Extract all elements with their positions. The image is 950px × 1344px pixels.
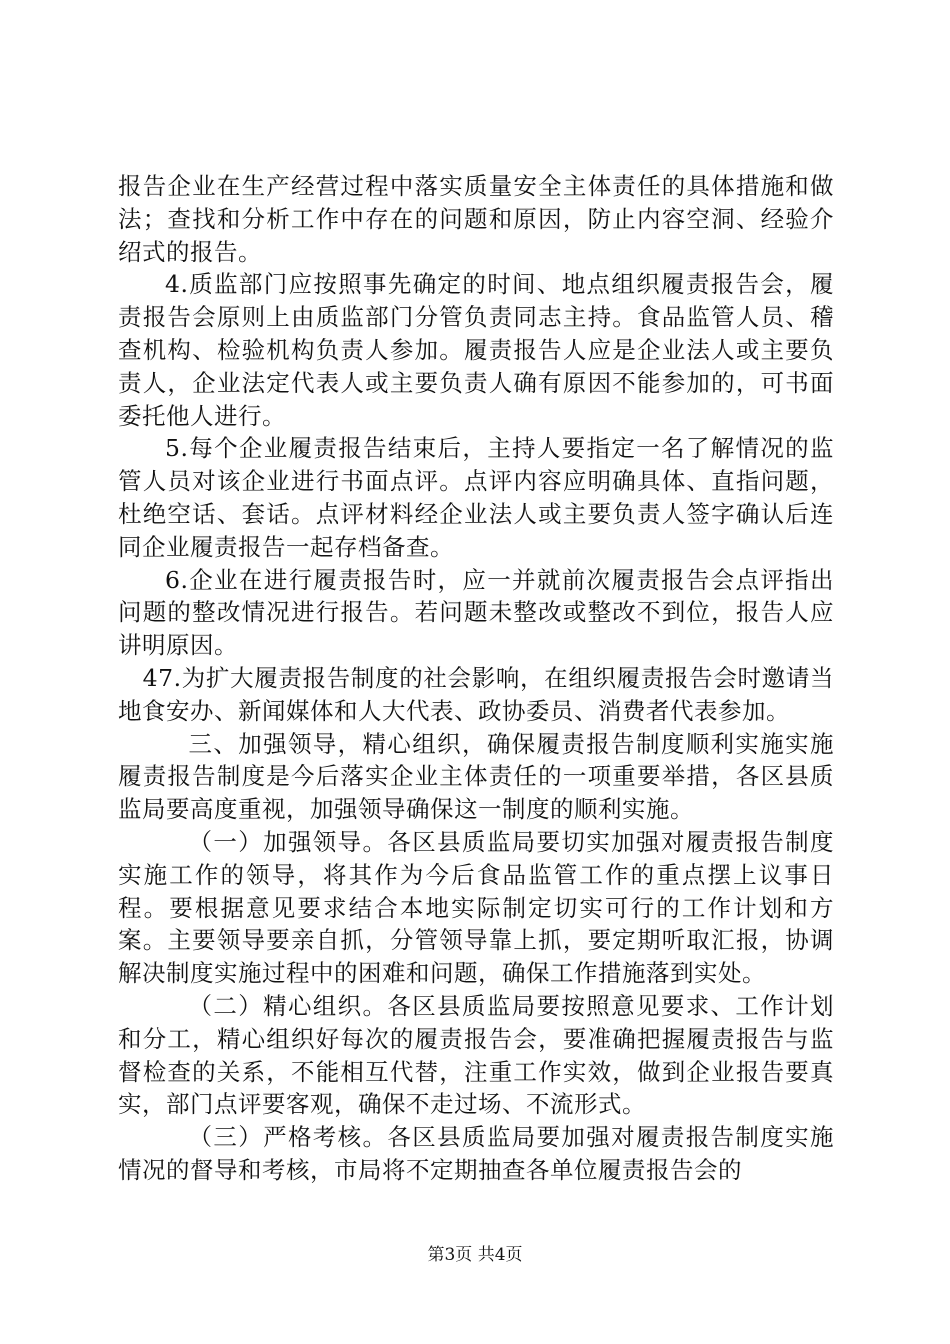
document-body [118,170,834,1187]
paragraph-item-4: 4.质监部门应按照事先确定的时间、地点组织履责报告会，履责报告会原则上由质监部门分管负责同志主持。食品监管人员、稽查机构、检验机构负责人参加。履责报告人应是企业法人或主要负责人，企业法定代表人或主要负责人确有原因不能参加的，可书面委托他人进行。 [118,270,834,430]
section-heading-three: 三、加强领导，精心组织，确保履责报告制度顺利实施实施履责报告制度是今后落实企业主体责任的一项重要举措，各区县质监局要高度重视，加强领导确保这一制度的顺利实施。 [118,729,834,824]
paragraph-subsection-3: （三）严格考核。各区县质监局要加强对履责报告制度实施情况的督导和考核，市局将不定期抽查各单位履责报告会的 [118,1123,834,1184]
paragraph-item-6: 6.企业在进行履责报告时，应一并就前次履责报告会点评指出问题的整改情况进行报告。若问题未整改或整改不到位，报告人应讲明原因。 [118,565,834,660]
paragraph-continuation: 报告企业在生产经营过程中落实质量安全主体责任的具体措施和做法；查找和分析工作中存在的问题和原因，防止内容空洞、经验介绍式的报告。 [118,172,834,266]
paragraph-item-5: 5.每个企业履责报告结束后，主持人要指定一名了解情况的监管人员对该企业进行书面点评。点评内容应明确具体、直指问题，杜绝空话、套话。点评材料经企业法人或主要负责人签字确认后连同企业履责报告一起存档备查。 [118,434,834,561]
paragraph-item-47: 47.为扩大履责报告制度的社会影响，在组织履责报告会时邀请当地食安办、新闻媒体和人大代表、政协委员、消费者代表参加。 [118,663,834,725]
paragraph-subsection-1: （一）加强领导。各区县质监局要切实加强对履责报告制度实施工作的领导，将其作为今后食品监管工作的重点摆上议事日程。要根据意见要求结合本地实际制定切实可行的工作计划和方案。主要领导要亲自抓，分管领导靠上抓，要定期听取汇报，协调解决制度实施过程中的困难和问题，确保工作措施落到实处。 [118,827,834,988]
page-number-footer: 第3页 共4页 [427,1245,523,1265]
paragraph-subsection-2: （二）精心组织。各区县质监局要按照意见要求、工作计划和分工，精心组织好每次的履责报告会，要准确把握履责报告与监督检查的关系，不能相互代替，注重工作实效，做到企业报告要真实，部门点评要客观，确保不走过场、不流形式。 [118,991,834,1119]
